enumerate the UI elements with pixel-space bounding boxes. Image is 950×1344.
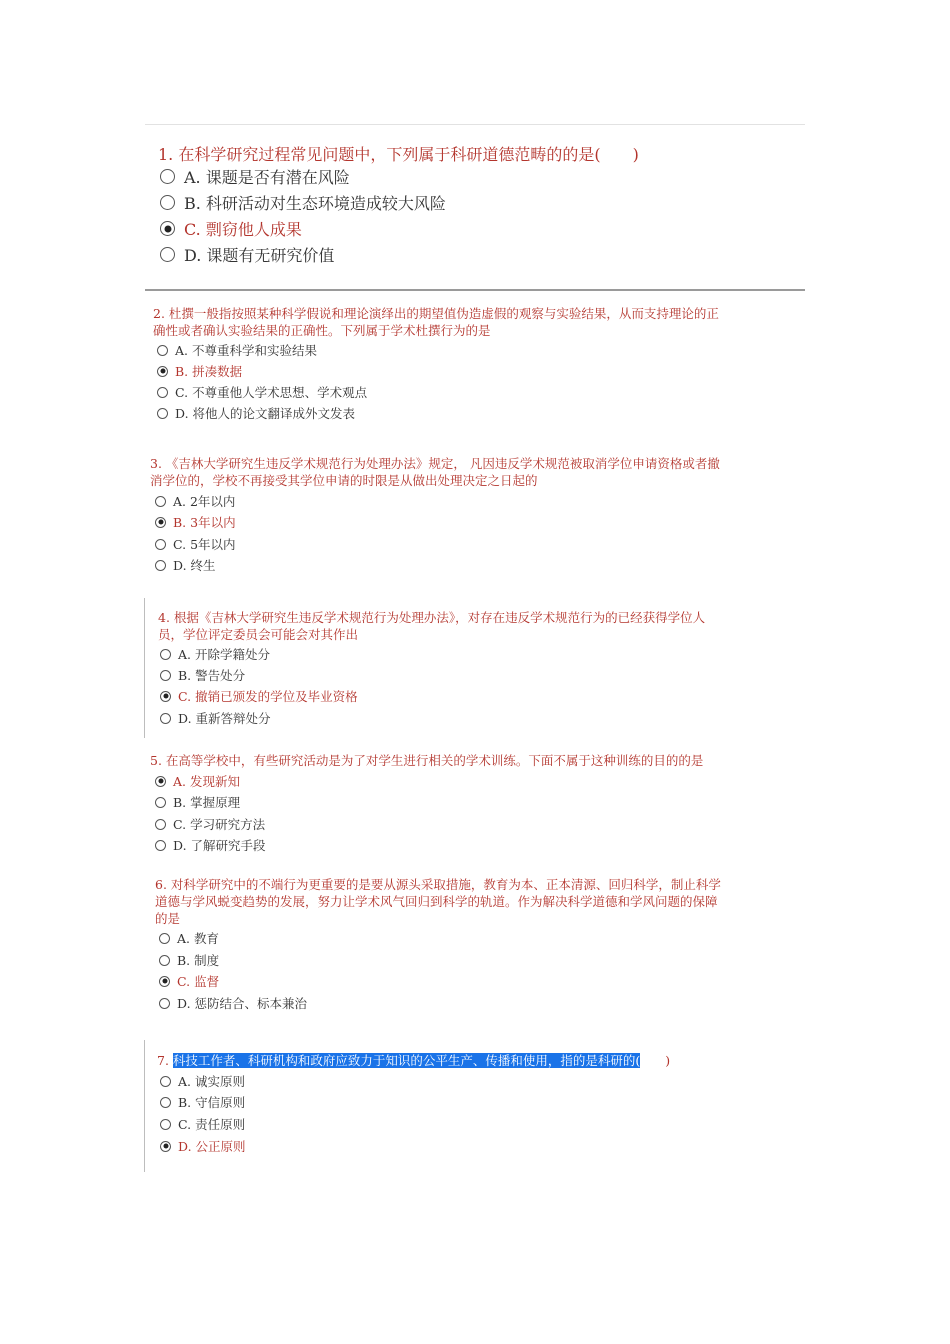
radio-selected-icon[interactable]: [155, 776, 166, 787]
option-a[interactable]: A. 教育: [159, 929, 219, 947]
question-title: 2. 杜撰一般指按照某种科学假说和理论演绎出的期望值伪造虚假的观察与实验结果，从而支持理论的正 确性或者确认实验结果的正确性。下列属于学术杜撰行为的是: [153, 306, 719, 338]
radio-selected-icon[interactable]: [160, 221, 175, 236]
option-b[interactable]: B. 制度: [159, 951, 219, 969]
option-d[interactable]: D. 重新答辩处分: [160, 709, 271, 727]
question-title: 4. 根据《吉林大学研究生违反学术规范行为处理办法》，对存在违反学术规范行为的已经获得学位人 员，学位评定委员会可能会对其作出: [158, 610, 706, 642]
question-divider: [145, 289, 805, 291]
option-b[interactable]: B. 3年以内: [155, 513, 236, 531]
radio-icon[interactable]: [155, 496, 166, 507]
radio-icon[interactable]: [155, 797, 166, 808]
radio-icon[interactable]: [159, 955, 170, 966]
radio-icon[interactable]: [160, 1097, 171, 1108]
option-a[interactable]: A. 2年以内: [155, 492, 235, 510]
question-title: 7. 科技工作者、科研机构和政府应致力于知识的公平生产、传播和使用，指的是科研的( ): [157, 1053, 671, 1068]
radio-selected-icon[interactable]: [157, 366, 168, 377]
radio-icon[interactable]: [157, 345, 168, 356]
radio-icon[interactable]: [159, 933, 170, 944]
option-c[interactable]: C. 剽窃他人成果: [160, 217, 302, 240]
radio-icon[interactable]: [160, 169, 175, 184]
option-d[interactable]: D. 公正原则: [160, 1137, 246, 1155]
option-d[interactable]: D. 将他人的论文翻译成外文发表: [157, 404, 355, 422]
option-a[interactable]: A. 诚实原则: [160, 1072, 245, 1090]
option-d[interactable]: D. 课题有无研究价值: [160, 243, 334, 266]
radio-icon[interactable]: [160, 713, 171, 724]
option-a[interactable]: A. 不尊重科学和实验结果: [157, 341, 317, 359]
option-b[interactable]: B. 拼凑数据: [157, 362, 242, 380]
radio-icon[interactable]: [160, 670, 171, 681]
radio-icon[interactable]: [155, 539, 166, 550]
option-c[interactable]: C. 5年以内: [155, 535, 236, 553]
option-b[interactable]: B. 科研活动对生态环境造成较大风险: [160, 191, 446, 214]
radio-icon[interactable]: [160, 649, 171, 660]
left-border: [144, 598, 145, 738]
option-c[interactable]: C. 撤销已颁发的学位及毕业资格: [160, 687, 358, 705]
option-b[interactable]: B. 掌握原理: [155, 793, 240, 811]
question-title: 6. 对科学研究中的不端行为更重要的是要从源头采取措施，教育为本、正本清源、回归科学，制止科学 道德与学风蜕变趋势的发展，努力让学术风气回归到科学的轨道。作为解决科学道德和学风问题的保障 的是: [155, 877, 721, 926]
radio-icon[interactable]: [155, 840, 166, 851]
radio-icon[interactable]: [159, 998, 170, 1009]
radio-selected-icon[interactable]: [160, 691, 171, 702]
left-border: [144, 1040, 145, 1172]
option-c[interactable]: C. 学习研究方法: [155, 815, 265, 833]
radio-icon[interactable]: [160, 1119, 171, 1130]
radio-icon[interactable]: [157, 408, 168, 419]
option-b[interactable]: B. 警告处分: [160, 666, 245, 684]
option-d[interactable]: D. 惩防结合、标本兼治: [159, 994, 307, 1012]
radio-icon[interactable]: [155, 560, 166, 571]
question-title: 1. 在科学研究过程常见问题中，下列属于科研道德范畴的的是( ): [158, 145, 639, 164]
radio-icon[interactable]: [155, 819, 166, 830]
option-a[interactable]: A. 发现新知: [155, 772, 240, 790]
option-b[interactable]: B. 守信原则: [160, 1093, 245, 1111]
radio-icon[interactable]: [160, 247, 175, 262]
radio-icon[interactable]: [160, 195, 175, 210]
radio-selected-icon[interactable]: [155, 517, 166, 528]
question-title: 3. 《吉林大学研究生违反学术规范行为处理办法》规定， 凡因违反学术规范被取消学位申请资格或者撤 消学位的，学校不再接受其学位申请的时限是从做出处理决定之日起的: [150, 456, 720, 488]
option-d[interactable]: D. 终生: [155, 556, 216, 574]
option-a[interactable]: A. 课题是否有潜在风险: [160, 165, 350, 188]
option-a[interactable]: A. 开除学籍处分: [160, 645, 270, 663]
radio-icon[interactable]: [160, 1076, 171, 1087]
question-title: 5. 在高等学校中，有些研究活动是为了对学生进行相关的学术训练。下面不属于这种训练的目的的是: [150, 753, 704, 768]
text-selection[interactable]: 科技工作者、科研机构和政府应致力于知识的公平生产、传播和使用，指的是科研的(: [172, 1053, 641, 1068]
radio-selected-icon[interactable]: [159, 976, 170, 987]
option-c[interactable]: C. 不尊重他人学术思想、学术观点: [157, 383, 367, 401]
top-divider: [145, 124, 805, 125]
radio-icon[interactable]: [157, 387, 168, 398]
radio-selected-icon[interactable]: [160, 1141, 171, 1152]
option-c[interactable]: C. 监督: [159, 972, 219, 990]
option-c[interactable]: C. 责任原则: [160, 1115, 245, 1133]
option-d[interactable]: D. 了解研究手段: [155, 836, 266, 854]
